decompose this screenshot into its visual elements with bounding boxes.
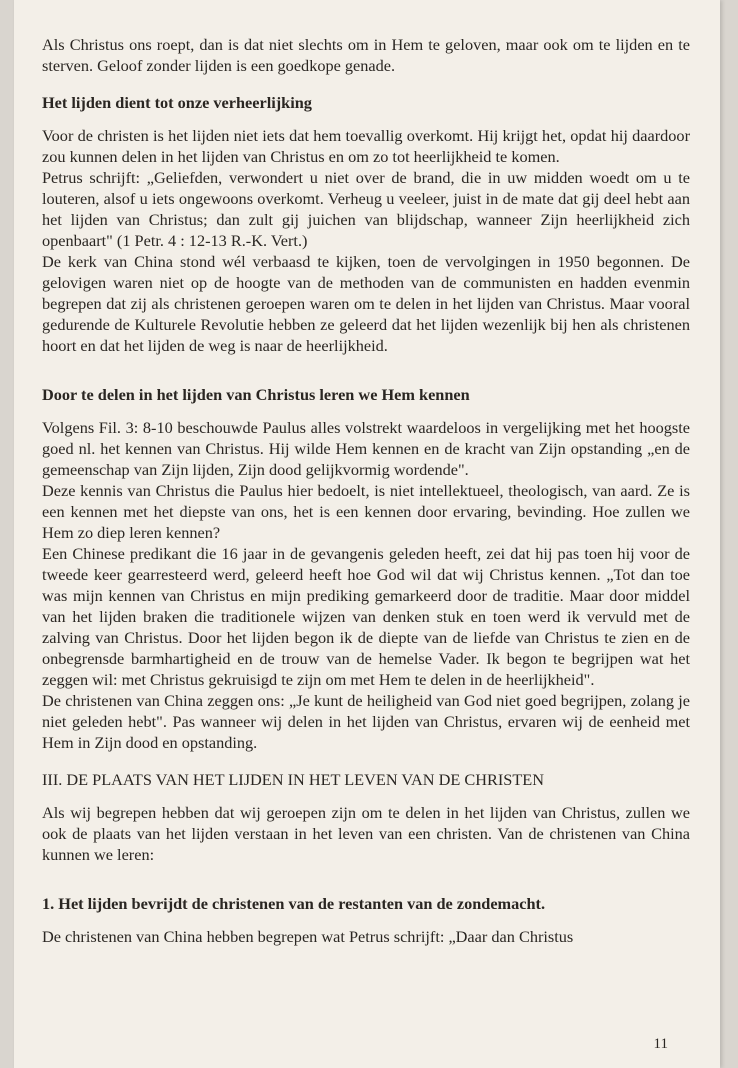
paragraph: De christenen van China zeggen ons: „Je kunt de heiligheid van God niet goed begrijpen, zolang je niet geleden hebt". Pas wanneer wij delen in het lijden van Christus, ervaren wij de eenheid met Hem in Zijn dood en opstanding. xyxy=(42,691,690,752)
section-heading: Door te delen in het lijden van Christus leren we Hem kennen xyxy=(42,385,470,404)
book-page xyxy=(14,0,720,1068)
paragraph: Voor de christen is het lijden niet iets dat hem toevallig overkomt. Hij krijgt het, opdat hij daardoor zou kunnen delen in het lijden van Christus en om zo tot heerlijkheid te komen. xyxy=(42,126,690,166)
page-number: 11 xyxy=(653,1036,668,1052)
page-body xyxy=(42,34,690,947)
paragraph: Een Chinese predikant die 16 jaar in de gevangenis geleden heeft, zei dat hij pas toen hij voor de tweede keer gearresteerd werd, geleerd heeft hoe God wil dat wij Christus kennen. „Tot dan toe was mijn kennen van Christus en mijn prediking gemarkeerd door de traditie. Maar door middel van het lijden braken die traditionele wijzen van denken stuk en toen werd ik vervuld met de zalving van Christus. Door het lijden begon ik de diepte van de liefde van Christus te zien en de onbegrensde barmhartigheid en de trouw van de hemelse Vader. Ik begon te begrijpen wat het zeggen wil: met Christus gekruisigd te zijn om met Hem te delen in de heerlijkheid". xyxy=(42,544,690,689)
paragraph: De christenen van China hebben begrepen wat Petrus schrijft: „Daar dan Christus xyxy=(42,927,574,946)
numbered-heading: 1. Het lijden bevrijdt de christenen van de restanten van de zondemacht. xyxy=(42,894,546,913)
chapter-heading: III. DE PLAATS VAN HET LIJDEN IN HET LEVEN VAN DE CHRISTEN xyxy=(42,770,544,789)
paragraph: De kerk van China stond wél verbaasd te kijken, toen de vervolgingen in 1950 begonnen. De gelovigen waren niet op de hoogte van de methoden van de communisten en hadden evenmin begrepen dat zij als christenen geroepen waren om te delen in het lijden van Christus. Maar vooral gedurende de Kulturele Revolutie hebben ze geleerd dat het lijden wezenlijk bij hen als christenen hoort en dat het lijden de weg is naar de heerlijkheid. xyxy=(42,252,690,355)
paragraph: Deze kennis van Christus die Paulus hier bedoelt, is niet intellektueel, theologisch, van aard. Ze is een kennen met het diepste van ons, het is een kennen door ervaring, bevinding. Hoe zullen we Hem zo diep leren kennen? xyxy=(42,481,690,542)
paragraph: Petrus schrijft: „Geliefden, verwondert u niet over de brand, die in uw midden woedt om u te louteren, alsof u iets ongewoons overkomt. Verheug u veeleer, juist in de mate dat gij deel hebt aan het lijden van Christus; dan zult gij juichen van blijdschap, wanneer Zijn heerlijkheid zich openbaart" (1 Petr. 4 : 12-13 R.-K. Vert.) xyxy=(42,168,690,250)
paragraph: Als wij begrepen hebben dat wij geroepen zijn om te delen in het lijden van Christus, zullen we ook de plaats van het lijden verstaan in het leven van een christen. Van de christenen van China kunnen we leren: xyxy=(42,803,690,864)
section-heading: Het lijden dient tot onze verheerlijking xyxy=(42,93,312,112)
paragraph: Volgens Fil. 3: 8-10 beschouwde Paulus alles volstrekt waardeloos in vergelijking met het hoogste goed nl. het kennen van Christus. Hij wilde Hem kennen en de kracht van Zijn opstanding „en de gemeenschap van Zijn lijden, Zijn dood gelijkvormig wordende". xyxy=(42,418,690,479)
paragraph: Als Christus ons roept, dan is dat niet slechts om in Hem te geloven, maar ook om te lijden en te sterven. Geloof zonder lijden is een goedkope genade. xyxy=(42,35,690,75)
